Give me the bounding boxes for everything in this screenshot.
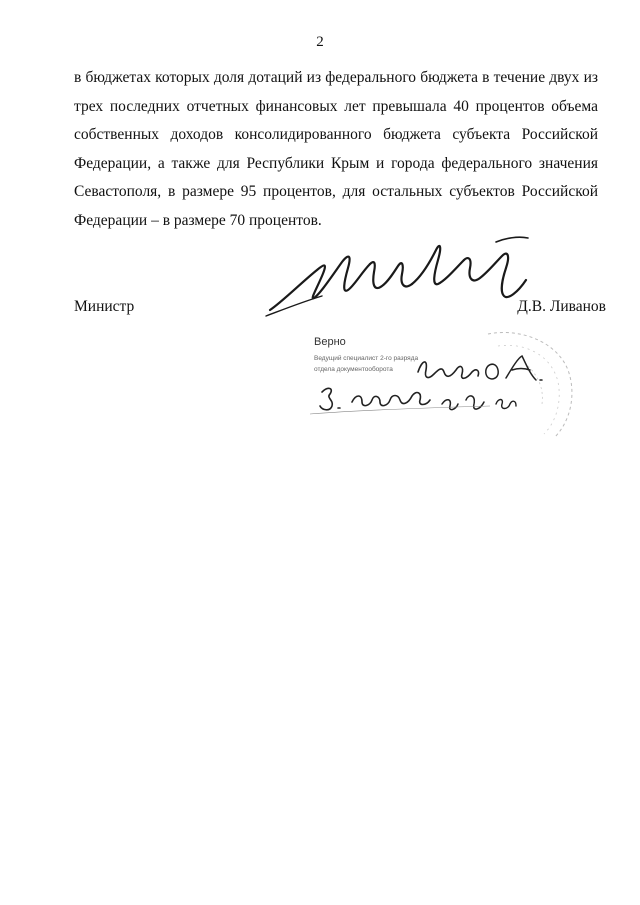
certification-department: отдела документооборота	[314, 366, 393, 373]
certification-title: Верно	[314, 336, 346, 348]
certification-block	[300, 334, 590, 444]
certification-handwriting	[300, 334, 590, 444]
page-number: 2	[316, 34, 324, 50]
certification-position: Ведущий специалист 2-го разряда	[314, 355, 419, 362]
body-paragraph: в бюджетах которых доля дотаций из федерального бюджета в течение двух из трех последних отчетных финансовых лет превышала 40 процентов объема собственных доходов консолидированного бюджета субъекта Российской Федерации, а также для Республики Крым и города федерального значения Севастополя, в размере 95 процентов, для остальных субъектов Российской Федерации – в размере 70 процентов.	[74, 69, 598, 229]
signer-name: Д.В. Ливанов	[517, 298, 606, 315]
position-title: Министр	[74, 298, 135, 315]
signature-row	[74, 298, 606, 322]
